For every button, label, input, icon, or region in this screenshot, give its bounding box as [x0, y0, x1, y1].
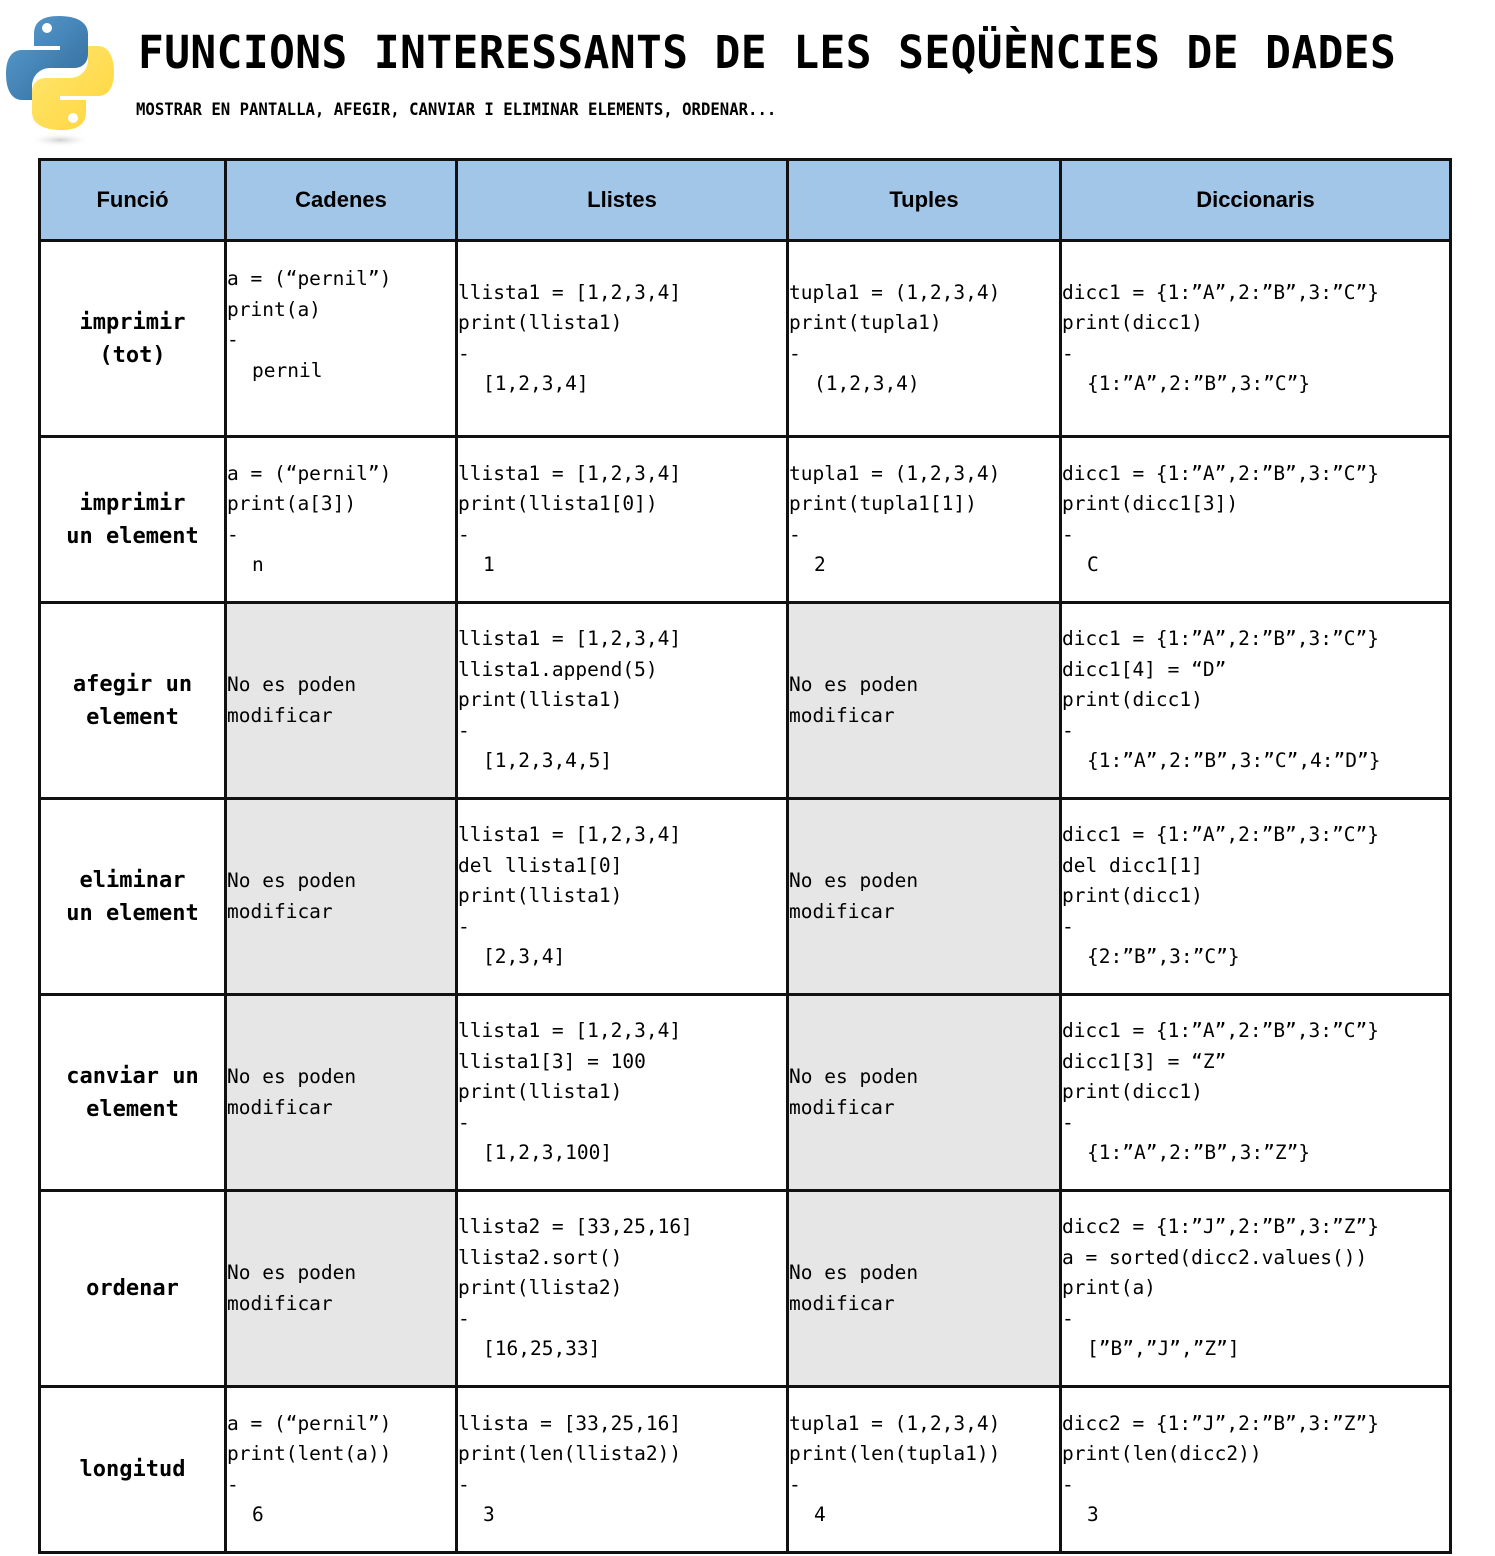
note-line: modificar [227, 1095, 333, 1119]
note-line: modificar [789, 1291, 895, 1315]
sequence-functions-table [38, 158, 1452, 1554]
code-line: llista1[3] = 100 [458, 1049, 646, 1073]
code-line: - [458, 914, 470, 938]
function-name-line: element [86, 704, 179, 730]
table-row-longitud [40, 1387, 1451, 1553]
output-line: {1:”A”,2:”B”,3:”C”} [1087, 372, 1311, 395]
code-line: tupla1 = (1,2,3,4) [789, 280, 1001, 304]
code-line: print(llista1) [458, 311, 623, 334]
note-line: No es poden [227, 1261, 357, 1284]
code-line: - [789, 341, 801, 365]
code-line: - [458, 341, 470, 365]
table-row-eliminar [40, 799, 1451, 995]
output-line: [1,2,3,100] [483, 1141, 613, 1165]
function-name-line: eliminar [79, 867, 186, 893]
output-line: 3 [483, 1503, 495, 1526]
code-line: llista2.sort() [458, 1245, 623, 1269]
table-row-canviar [40, 995, 1451, 1191]
note-line: No es poden [227, 673, 357, 696]
code-line: print(len(tupla1)) [789, 1442, 1001, 1465]
function-name-line: element [86, 1096, 179, 1122]
code-line: a = (“pernil”) [227, 1411, 392, 1435]
code-line: - [458, 718, 470, 742]
tuples-cell-not-modifiable [788, 995, 1061, 1191]
code-line: print(len(llista2)) [458, 1442, 682, 1465]
code-line: print(llista1) [458, 884, 623, 908]
output-line: [1,2,3,4] [483, 372, 589, 395]
code-line: print(dicc1) [1062, 1080, 1203, 1104]
function-name-line: longitud [79, 1457, 186, 1482]
code-line: - [458, 1306, 470, 1330]
note-line: No es poden [227, 1065, 357, 1088]
diccionaris-cell [1061, 1387, 1451, 1553]
code-line: - [1062, 341, 1074, 365]
llistes-cell [457, 1191, 788, 1387]
function-name-line: imprimir [79, 490, 186, 516]
diccionaris-cell [1061, 603, 1451, 799]
code-line: llista1 = [1,2,3,4] [458, 627, 682, 651]
llistes-cell [457, 437, 788, 603]
diccionaris-cell [1061, 437, 1451, 603]
code-line: dicc1[3] = “Z” [1062, 1049, 1227, 1073]
function-name-line: un element [66, 900, 199, 926]
note-line: No es poden [789, 673, 919, 696]
output-line: 2 [814, 553, 826, 576]
output-line: n [252, 553, 264, 576]
code-line: dicc1 = {1:”A”,2:”B”,3:”C”} [1062, 461, 1379, 485]
column-header-cadenes: Cadenes [226, 160, 457, 241]
tuples-cell [788, 241, 1061, 437]
diccionaris-cell [1061, 995, 1451, 1191]
output-line: (1,2,3,4) [814, 372, 920, 395]
code-line: print(dicc1[3]) [1062, 492, 1239, 515]
code-line: print(llista1) [458, 1080, 623, 1104]
tuples-cell [788, 437, 1061, 603]
code-line: - [227, 1472, 239, 1496]
cadenes-cell-not-modifiable [226, 995, 457, 1191]
code-line: dicc1 = {1:”A”,2:”B”,3:”C”} [1062, 280, 1379, 304]
code-line: print(llista2) [458, 1276, 623, 1300]
diccionaris-cell [1061, 241, 1451, 437]
cadenes-cell [226, 1387, 457, 1553]
code-line: tupla1 = (1,2,3,4) [789, 461, 1001, 485]
column-header-funcio: Funció [40, 160, 226, 241]
code-line: dicc1 = {1:”A”,2:”B”,3:”C”} [1062, 1019, 1379, 1043]
column-header-diccionaris: Diccionaris [1061, 160, 1451, 241]
output-line: C [1087, 553, 1099, 576]
output-line: pernil [252, 358, 323, 382]
note-line: modificar [227, 899, 333, 923]
table-row-afegir [40, 603, 1451, 799]
tuples-cell-not-modifiable [788, 1191, 1061, 1387]
code-line: dicc2 = {1:”J”,2:”B”,3:”Z”} [1062, 1215, 1379, 1239]
table-header-row [40, 160, 1451, 241]
code-line: - [789, 522, 801, 546]
tuples-cell [788, 1387, 1061, 1553]
code-line: print(llista1[0]) [458, 492, 658, 515]
code-line: print(dicc1) [1062, 311, 1203, 334]
note-line: modificar [227, 703, 333, 727]
table-row-ordenar [40, 1191, 1451, 1387]
code-line: a = (“pernil”) [227, 461, 392, 485]
table-row-imprimir-element [40, 437, 1451, 603]
code-line: llista = [33,25,16] [458, 1411, 682, 1435]
code-line: - [789, 1472, 801, 1496]
note-line: No es poden [789, 1065, 919, 1088]
function-name-line: ordenar [86, 1276, 179, 1301]
function-name-line: imprimir [79, 309, 186, 335]
note-line: No es poden [789, 869, 919, 892]
cadenes-cell-not-modifiable [226, 799, 457, 995]
code-line: print(dicc1) [1062, 688, 1203, 712]
note-line: modificar [227, 1291, 333, 1315]
code-line: print(a[3]) [227, 492, 357, 515]
function-name-cell [40, 437, 226, 603]
code-line: - [1062, 1306, 1074, 1330]
diccionaris-cell [1061, 1191, 1451, 1387]
column-header-llistes: Llistes [457, 160, 788, 241]
output-line: {1:”A”,2:”B”,3:”Z”} [1087, 1141, 1311, 1165]
diccionaris-cell [1061, 799, 1451, 995]
llistes-cell [457, 241, 788, 437]
function-name-line: (tot) [99, 342, 166, 368]
output-line: {1:”A”,2:”B”,3:”C”,4:”D”} [1087, 749, 1381, 773]
code-line: print(len(dicc2)) [1062, 1442, 1262, 1465]
output-line: 3 [1087, 1503, 1099, 1526]
tuples-cell-not-modifiable [788, 603, 1061, 799]
python-logo-icon [4, 12, 116, 148]
code-line: print(llista1) [458, 688, 623, 712]
cadenes-cell-not-modifiable [226, 603, 457, 799]
note-line: No es poden [227, 869, 357, 892]
code-line: dicc1 = {1:”A”,2:”B”,3:”C”} [1062, 823, 1379, 847]
function-name-cell [40, 1387, 226, 1553]
page-subtitle: MOSTRAR EN PANTALLA, AFEGIR, CANVIAR I ELIMINAR ELEMENTS, ORDENAR... [136, 100, 777, 120]
code-line: - [227, 522, 239, 546]
code-line: llista1 = [1,2,3,4] [458, 1019, 682, 1043]
llistes-cell [457, 995, 788, 1191]
code-line: - [1062, 718, 1074, 742]
code-line: llista1 = [1,2,3,4] [458, 461, 682, 485]
code-line: print(tupla1[1]) [789, 492, 977, 515]
output-line: [1,2,3,4,5] [483, 749, 613, 773]
output-line: 4 [814, 1503, 826, 1526]
code-line: - [1062, 1110, 1074, 1134]
function-name-line: afegir un [72, 671, 193, 697]
code-line: tupla1 = (1,2,3,4) [789, 1411, 1001, 1435]
output-line: [2,3,4] [483, 945, 566, 969]
function-name-cell [40, 241, 226, 437]
page-title: FUNCIONS INTERESSANTS DE LES SEQÜÈNCIES DE DADES [138, 26, 1397, 79]
table-row-imprimir-tot [40, 241, 1451, 437]
function-name-line: canviar un [66, 1063, 199, 1089]
llistes-cell [457, 1387, 788, 1553]
code-line: dicc2 = {1:”J”,2:”B”,3:”Z”} [1062, 1411, 1379, 1435]
note-line: modificar [789, 1095, 895, 1119]
code-line: print(tupla1) [789, 311, 942, 334]
code-line: del dicc1[1] [1062, 853, 1203, 877]
llistes-cell [457, 799, 788, 995]
code-line: print(dicc1) [1062, 884, 1203, 908]
tuples-cell-not-modifiable [788, 799, 1061, 995]
note-line: modificar [789, 703, 895, 727]
output-line: 1 [483, 553, 495, 576]
function-name-cell [40, 1191, 226, 1387]
code-line: llista1.append(5) [458, 657, 658, 681]
code-line: a = sorted(dicc2.values()) [1062, 1245, 1368, 1269]
output-line: [16,25,33] [483, 1337, 601, 1361]
code-line: print(lent(a)) [227, 1442, 392, 1465]
cadenes-cell-not-modifiable [226, 1191, 457, 1387]
code-line: - [458, 1110, 470, 1134]
output-line: [”B”,”J”,”Z”] [1087, 1337, 1240, 1361]
column-header-tuples: Tuples [788, 160, 1061, 241]
function-name-line: un element [66, 523, 199, 549]
code-line: llista2 = [33,25,16] [458, 1215, 693, 1239]
note-line: No es poden [789, 1261, 919, 1284]
code-line: - [458, 522, 470, 546]
code-line: - [1062, 914, 1074, 938]
code-line: dicc1[4] = “D” [1062, 657, 1227, 681]
output-line: 6 [252, 1503, 264, 1526]
llistes-cell [457, 603, 788, 799]
code-line: - [1062, 1472, 1074, 1496]
function-name-cell [40, 995, 226, 1191]
code-line: - [1062, 522, 1074, 546]
cadenes-cell [226, 437, 457, 603]
code-line: print(a) [227, 297, 321, 321]
code-line: a = (“pernil”) [227, 267, 392, 290]
code-line: llista1 = [1,2,3,4] [458, 823, 682, 847]
code-line: llista1 = [1,2,3,4] [458, 280, 682, 304]
note-line: modificar [789, 899, 895, 923]
code-line: print(a) [1062, 1276, 1156, 1300]
code-line: - [458, 1472, 470, 1496]
code-line: dicc1 = {1:”A”,2:”B”,3:”C”} [1062, 627, 1379, 651]
code-line: del llista1[0] [458, 853, 623, 877]
cadenes-cell [226, 241, 457, 437]
code-line: - [227, 328, 239, 351]
output-line: {2:”B”,3:”C”} [1087, 945, 1240, 969]
function-name-cell [40, 603, 226, 799]
function-name-cell [40, 799, 226, 995]
